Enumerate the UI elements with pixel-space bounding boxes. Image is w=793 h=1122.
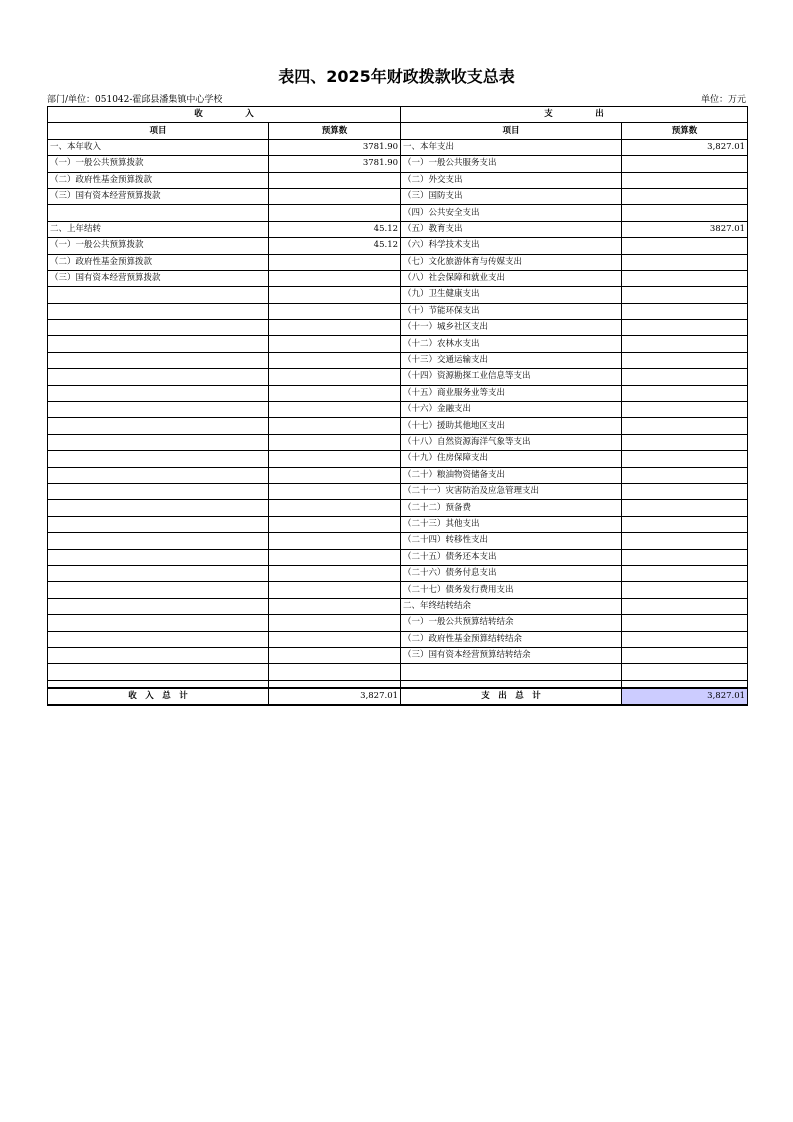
table-row bbox=[48, 139, 748, 155]
expense-item-cell: （十八）自然资源海洋气象等支出 bbox=[401, 434, 622, 450]
table-row bbox=[48, 500, 748, 516]
expense-item-cell: （十一）城乡社区支出 bbox=[401, 320, 622, 336]
expense-item-cell: （十四）资源勘探工业信息等支出 bbox=[401, 369, 622, 385]
income-total-label: 收 入 总 计 bbox=[48, 688, 269, 705]
table-row bbox=[48, 336, 748, 352]
header-row-sections bbox=[48, 107, 748, 123]
income-budget-cell bbox=[269, 434, 401, 450]
income-item-cell bbox=[48, 467, 269, 483]
expense-budget-cell bbox=[622, 565, 748, 581]
income-item-cell bbox=[48, 352, 269, 368]
expense-item-cell: （二十七）债务发行费用支出 bbox=[401, 582, 622, 598]
expense-budget-cell bbox=[622, 631, 748, 647]
income-budget-cell bbox=[269, 336, 401, 352]
income-budget-cell bbox=[269, 582, 401, 598]
income-budget-cell bbox=[269, 467, 401, 483]
unit-label: 单位：万元 bbox=[700, 95, 746, 105]
expense-budget-cell bbox=[622, 533, 748, 549]
expense-budget-cell bbox=[622, 188, 748, 204]
expense-item-cell: （三）国防支出 bbox=[401, 188, 622, 204]
income-budget-cell bbox=[269, 287, 401, 303]
expense-item-cell bbox=[401, 664, 622, 680]
expense-budget-cell bbox=[622, 598, 748, 614]
table-row bbox=[48, 238, 748, 254]
expense-budget-cell bbox=[622, 549, 748, 565]
expense-item-cell: （十二）农林水支出 bbox=[401, 336, 622, 352]
budget-table bbox=[47, 106, 748, 706]
expense-total-value: 3,827.01 bbox=[622, 688, 748, 705]
table-row bbox=[48, 467, 748, 483]
expense-budget-cell bbox=[622, 615, 748, 631]
table-row bbox=[48, 205, 748, 221]
income-item-cell bbox=[48, 451, 269, 467]
table-row bbox=[48, 549, 748, 565]
expense-item-cell: （二十六）债务付息支出 bbox=[401, 565, 622, 581]
expense-item-header: 项目 bbox=[401, 123, 622, 139]
expense-budget-cell bbox=[622, 369, 748, 385]
expense-budget-cell bbox=[622, 418, 748, 434]
income-item-cell bbox=[48, 500, 269, 516]
expense-section-header: 支 出 bbox=[401, 107, 748, 123]
spacer-cell bbox=[401, 680, 622, 688]
income-item-cell bbox=[48, 598, 269, 614]
expense-budget-cell: 3827.01 bbox=[622, 221, 748, 237]
expense-budget-cell bbox=[622, 451, 748, 467]
income-item-cell bbox=[48, 533, 269, 549]
income-item-cell: （一）一般公共预算拨款 bbox=[48, 238, 269, 254]
expense-budget-cell bbox=[622, 352, 748, 368]
income-budget-cell bbox=[269, 451, 401, 467]
expense-item-cell: （六）科学技术支出 bbox=[401, 238, 622, 254]
income-budget-cell bbox=[269, 320, 401, 336]
expense-item-cell: （七）文化旅游体育与传媒支出 bbox=[401, 254, 622, 270]
table-row bbox=[48, 631, 748, 647]
income-item-cell bbox=[48, 664, 269, 680]
table-row bbox=[48, 172, 748, 188]
income-item-cell: （一）一般公共预算拨款 bbox=[48, 156, 269, 172]
income-budget-cell bbox=[269, 664, 401, 680]
table-row bbox=[48, 270, 748, 286]
income-budget-cell bbox=[269, 270, 401, 286]
income-item-cell: （二）政府性基金预算拨款 bbox=[48, 254, 269, 270]
expense-budget-cell bbox=[622, 582, 748, 598]
income-budget-cell bbox=[269, 172, 401, 188]
income-budget-cell bbox=[269, 533, 401, 549]
expense-item-cell: （三）国有资本经营预算结转结余 bbox=[401, 647, 622, 663]
expense-item-cell: （十六）金融支出 bbox=[401, 402, 622, 418]
income-budget-cell bbox=[269, 483, 401, 499]
table-row bbox=[48, 483, 748, 499]
income-budget-cell bbox=[269, 402, 401, 418]
expense-item-cell: （二十）粮油物资储备支出 bbox=[401, 467, 622, 483]
expense-budget-cell bbox=[622, 467, 748, 483]
expense-budget-cell bbox=[622, 320, 748, 336]
expense-budget-cell bbox=[622, 156, 748, 172]
table-row bbox=[48, 664, 748, 680]
expense-item-cell: （二）外交支出 bbox=[401, 172, 622, 188]
income-budget-cell bbox=[269, 500, 401, 516]
table-row bbox=[48, 516, 748, 532]
expense-budget-cell bbox=[622, 172, 748, 188]
expense-budget-cell: 3,827.01 bbox=[622, 139, 748, 155]
table-row bbox=[48, 582, 748, 598]
income-item-cell: （三）国有资本经营预算拨款 bbox=[48, 270, 269, 286]
income-section-header: 收 入 bbox=[48, 107, 401, 123]
income-item-cell bbox=[48, 418, 269, 434]
income-budget-cell bbox=[269, 631, 401, 647]
income-budget-cell: 3781.90 bbox=[269, 139, 401, 155]
expense-item-cell: （十七）援助其他地区支出 bbox=[401, 418, 622, 434]
expense-budget-cell bbox=[622, 287, 748, 303]
income-budget-cell bbox=[269, 647, 401, 663]
table-row bbox=[48, 156, 748, 172]
table-row bbox=[48, 352, 748, 368]
expense-item-cell: （二十三）其他支出 bbox=[401, 516, 622, 532]
income-budget-cell bbox=[269, 418, 401, 434]
income-item-cell bbox=[48, 565, 269, 581]
income-budget-cell bbox=[269, 516, 401, 532]
expense-item-cell: （二十四）转移性支出 bbox=[401, 533, 622, 549]
income-item-cell: （三）国有资本经营预算拨款 bbox=[48, 188, 269, 204]
income-budget-cell bbox=[269, 205, 401, 221]
expense-budget-cell bbox=[622, 270, 748, 286]
table-row bbox=[48, 402, 748, 418]
income-budget-cell bbox=[269, 352, 401, 368]
income-item-cell: 二、上年结转 bbox=[48, 221, 269, 237]
table-row bbox=[48, 320, 748, 336]
expense-budget-cell bbox=[622, 238, 748, 254]
expense-budget-cell bbox=[622, 303, 748, 319]
expense-budget-cell bbox=[622, 336, 748, 352]
expense-item-cell: （十五）商业服务业等支出 bbox=[401, 385, 622, 401]
income-item-cell bbox=[48, 647, 269, 663]
expense-item-cell: （九）卫生健康支出 bbox=[401, 287, 622, 303]
expense-item-cell: 一、本年支出 bbox=[401, 139, 622, 155]
expense-budget-cell bbox=[622, 385, 748, 401]
page-title: 表四、2025年财政拨款收支总表 bbox=[278, 67, 515, 86]
income-budget-cell: 45.12 bbox=[269, 221, 401, 237]
expense-budget-cell bbox=[622, 205, 748, 221]
expense-item-cell: （一）一般公共服务支出 bbox=[401, 156, 622, 172]
table-row bbox=[48, 565, 748, 581]
expense-budget-cell bbox=[622, 434, 748, 450]
table-row bbox=[48, 188, 748, 204]
expense-total-label: 支 出 总 计 bbox=[401, 688, 622, 705]
income-item-cell bbox=[48, 402, 269, 418]
income-budget-cell: 3781.90 bbox=[269, 156, 401, 172]
income-item-cell bbox=[48, 434, 269, 450]
income-item-cell bbox=[48, 369, 269, 385]
expense-item-cell: 二、年终结转结余 bbox=[401, 598, 622, 614]
income-budget-cell bbox=[269, 385, 401, 401]
income-budget-cell bbox=[269, 549, 401, 565]
table-row bbox=[48, 287, 748, 303]
spacer-row bbox=[48, 680, 748, 688]
expense-budget-cell bbox=[622, 647, 748, 663]
expense-budget-cell bbox=[622, 254, 748, 270]
table-row bbox=[48, 598, 748, 614]
income-budget-cell bbox=[269, 615, 401, 631]
income-budget-cell: 45.12 bbox=[269, 238, 401, 254]
income-item-cell bbox=[48, 631, 269, 647]
spacer-cell bbox=[48, 680, 269, 688]
table-row bbox=[48, 533, 748, 549]
income-budget-cell bbox=[269, 303, 401, 319]
income-budget-cell bbox=[269, 254, 401, 270]
table-row bbox=[48, 434, 748, 450]
table-row bbox=[48, 647, 748, 663]
income-item-cell bbox=[48, 336, 269, 352]
income-total-value: 3,827.01 bbox=[269, 688, 401, 705]
income-budget-header: 预算数 bbox=[269, 123, 401, 139]
table-row bbox=[48, 303, 748, 319]
income-item-cell bbox=[48, 303, 269, 319]
income-item-cell bbox=[48, 385, 269, 401]
department-label: 部门/单位：051042-霍邱县潘集镇中心学校 bbox=[47, 95, 223, 105]
table-row bbox=[48, 254, 748, 270]
spacer-cell bbox=[269, 680, 401, 688]
income-budget-cell bbox=[269, 188, 401, 204]
expense-item-cell: （一）一般公共预算结转结余 bbox=[401, 615, 622, 631]
table-row bbox=[48, 221, 748, 237]
expense-item-cell: （四）公共安全支出 bbox=[401, 205, 622, 221]
income-item-cell bbox=[48, 483, 269, 499]
income-budget-cell bbox=[269, 369, 401, 385]
income-item-cell bbox=[48, 205, 269, 221]
expense-item-cell: （二）政府性基金预算结转结余 bbox=[401, 631, 622, 647]
income-item-cell bbox=[48, 549, 269, 565]
header-row-columns bbox=[48, 123, 748, 139]
totals-row bbox=[48, 688, 748, 705]
expense-budget-cell bbox=[622, 500, 748, 516]
expense-budget-cell bbox=[622, 483, 748, 499]
expense-item-cell: （十）节能环保支出 bbox=[401, 303, 622, 319]
expense-item-cell: （五）教育支出 bbox=[401, 221, 622, 237]
table-row bbox=[48, 451, 748, 467]
income-item-cell bbox=[48, 582, 269, 598]
income-item-cell bbox=[48, 615, 269, 631]
expense-item-cell: （二十一）灾害防治及应急管理支出 bbox=[401, 483, 622, 499]
spacer-cell bbox=[622, 680, 748, 688]
expense-item-cell: （十三）交通运输支出 bbox=[401, 352, 622, 368]
expense-budget-header: 预算数 bbox=[622, 123, 748, 139]
table-row bbox=[48, 369, 748, 385]
table-row bbox=[48, 418, 748, 434]
income-item-cell: （二）政府性基金预算拨款 bbox=[48, 172, 269, 188]
income-budget-cell bbox=[269, 598, 401, 614]
table-row bbox=[48, 615, 748, 631]
expense-item-cell: （十九）住房保障支出 bbox=[401, 451, 622, 467]
expense-item-cell: （二十五）债务还本支出 bbox=[401, 549, 622, 565]
expense-budget-cell bbox=[622, 402, 748, 418]
expense-item-cell: （八）社会保障和就业支出 bbox=[401, 270, 622, 286]
income-item-cell bbox=[48, 287, 269, 303]
income-item-cell bbox=[48, 320, 269, 336]
table-row bbox=[48, 385, 748, 401]
income-item-cell bbox=[48, 516, 269, 532]
income-budget-cell bbox=[269, 565, 401, 581]
expense-budget-cell bbox=[622, 516, 748, 532]
expense-budget-cell bbox=[622, 664, 748, 680]
income-item-header: 项目 bbox=[48, 123, 269, 139]
income-item-cell: 一、本年收入 bbox=[48, 139, 269, 155]
expense-item-cell: （二十二）预备费 bbox=[401, 500, 622, 516]
